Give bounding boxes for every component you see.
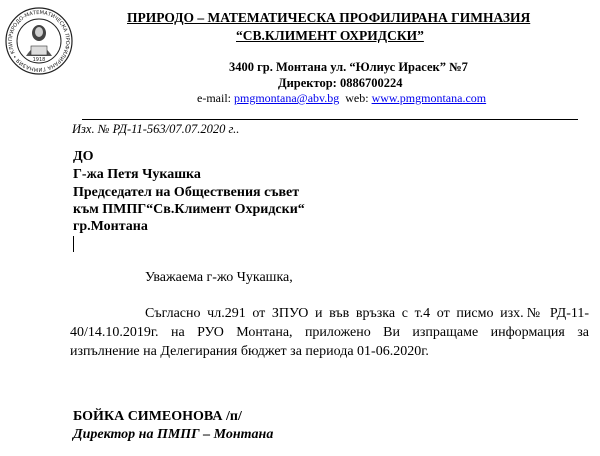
greeting: Уважаема г-жо Чукашка,	[145, 270, 293, 285]
text-cursor	[73, 236, 74, 252]
school-logo	[4, 6, 74, 76]
addressee-position: Председател на Обществения съвет	[73, 185, 300, 200]
addressee-city: гр.Монтана	[73, 219, 148, 234]
school-name: ПРИРОДО – МАТЕМАТИЧЕСКА ПРОФИЛИРАНА ГИМНАЗИЯ	[127, 10, 531, 25]
addressee-name: Г-жа Петя Чукашка	[73, 167, 201, 182]
school-subname: “СВ.КЛИМЕНТ ОХРИДСКИ”	[236, 28, 424, 43]
header-divider	[82, 119, 578, 120]
signature-title: Директор на ПМПГ – Монтана	[73, 427, 274, 442]
signature-name: БОЙКА СИМЕОНОВА /п/	[73, 409, 242, 424]
contact-line	[197, 91, 486, 106]
email-label: e-mail:	[197, 91, 234, 105]
addressee-organization: към ПМПГ“Св.Климент Охридски“	[73, 202, 305, 217]
web-link[interactable]: www.pmgmontana.com	[371, 91, 487, 105]
director-phone: Директор: 0886700224	[278, 76, 403, 90]
logo-ring-text: ПРИРОДО-МАТЕМАТИЧЕСКА ПРОФИЛИРАНА ГИМНАЗИЯ • КЛИ	[7, 9, 71, 73]
web-label: web:	[339, 91, 372, 105]
reference-number: Изх. № РД-11-563/07.07.2020 г..	[72, 122, 240, 136]
school-address: 3400 гр. Монтана ул. “Юлиус Ирасек” №7	[229, 60, 468, 74]
addressee-line-to: ДО	[73, 149, 94, 164]
email-link[interactable]: pmgmontana@abv.bg	[233, 91, 340, 105]
body-paragraph: Съгласно чл.291 от ЗПУО и във връзка с т.4 от писмо изх.№ РД-11-40/14.10.2019г. на РУО Монтана, приложено Ви изпращаме информация за изпълнение на Делегирания бюджет за периода 01-06.2020г.	[70, 306, 589, 359]
logo-year: 1918	[32, 57, 46, 63]
